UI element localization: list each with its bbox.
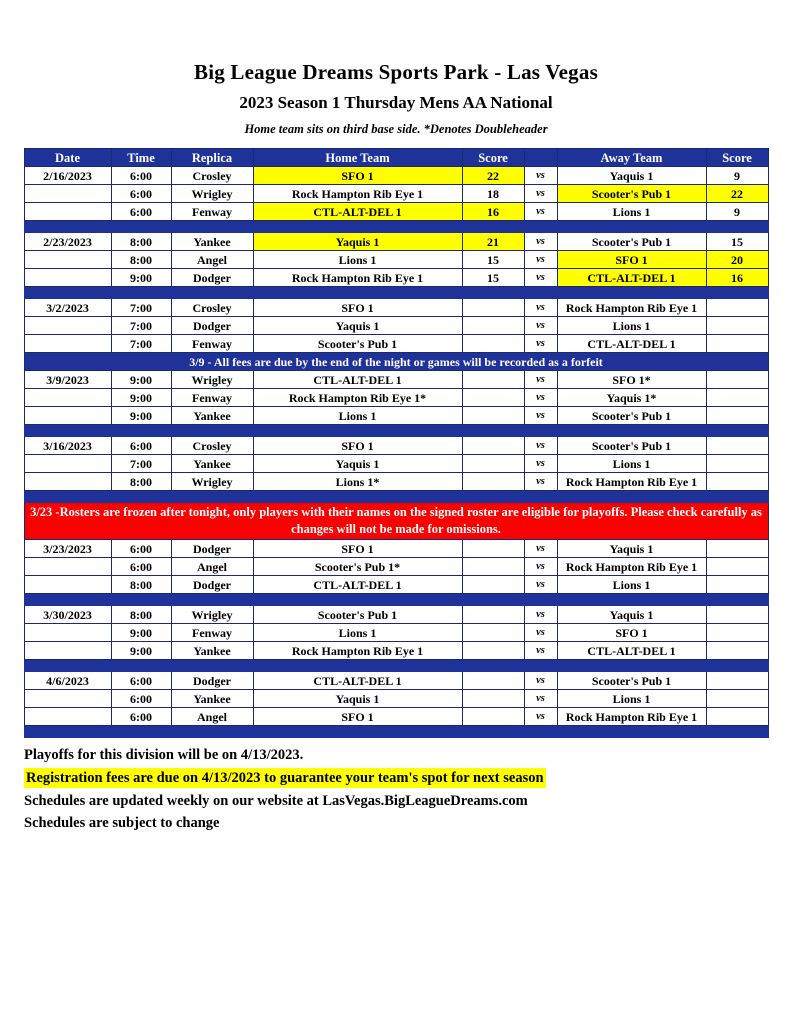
cell-home-team: Rock Hampton Rib Eye 1 — [253, 269, 462, 287]
cell-date — [24, 642, 111, 660]
table-spacer-row — [24, 594, 768, 606]
cell-date — [24, 624, 111, 642]
table-row — [24, 233, 768, 251]
cell-away-team: SFO 1* — [557, 371, 706, 389]
table-row — [24, 672, 768, 690]
cell-date — [24, 407, 111, 425]
cell-away-score — [706, 437, 768, 455]
cell-home-score — [462, 455, 524, 473]
cell-away-team: SFO 1 — [557, 251, 706, 269]
cell-vs: vs — [524, 371, 557, 389]
cell-away-team: Scooter's Pub 1 — [557, 437, 706, 455]
cell-vs: vs — [524, 389, 557, 407]
table-row — [24, 708, 768, 726]
cell-away-team: Lions 1 — [557, 690, 706, 708]
cell-home-team: Rock Hampton Rib Eye 1 — [253, 185, 462, 203]
cell-date — [24, 251, 111, 269]
cell-vs: vs — [524, 576, 557, 594]
column-header-date: Date — [24, 149, 111, 167]
cell-time: 8:00 — [111, 576, 171, 594]
cell-home-team: SFO 1 — [253, 299, 462, 317]
cell-time: 8:00 — [111, 233, 171, 251]
table-row — [24, 335, 768, 353]
spacer-cell — [24, 594, 768, 606]
cell-vs: vs — [524, 335, 557, 353]
cell-away-score — [706, 335, 768, 353]
schedule-table — [24, 148, 769, 738]
table-row — [24, 185, 768, 203]
cell-away-team: Scooter's Pub 1 — [557, 233, 706, 251]
cell-home-score: 16 — [462, 203, 524, 221]
cell-home-score — [462, 624, 524, 642]
cell-time: 6:00 — [111, 708, 171, 726]
footer-playoffs: Playoffs for this division will be on 4/13/2023. — [24, 747, 304, 763]
table-row — [24, 576, 768, 594]
cell-away-team: Yaquis 1* — [557, 389, 706, 407]
cell-away-team: Lions 1 — [557, 576, 706, 594]
cell-replica: Fenway — [171, 389, 253, 407]
cell-vs: vs — [524, 690, 557, 708]
cell-home-score — [462, 317, 524, 335]
cell-vs: vs — [524, 606, 557, 624]
cell-away-score — [706, 455, 768, 473]
cell-away-team: CTL-ALT-DEL 1 — [557, 335, 706, 353]
cell-replica: Dodger — [171, 576, 253, 594]
cell-date — [24, 576, 111, 594]
cell-home-team: CTL-ALT-DEL 1 — [253, 576, 462, 594]
cell-replica: Yankee — [171, 407, 253, 425]
cell-time: 7:00 — [111, 299, 171, 317]
table-spacer-row — [24, 660, 768, 672]
cell-replica: Wrigley — [171, 185, 253, 203]
table-row — [24, 251, 768, 269]
cell-away-score: 9 — [706, 203, 768, 221]
cell-time: 8:00 — [111, 251, 171, 269]
cell-time: 9:00 — [111, 389, 171, 407]
cell-home-score: 22 — [462, 167, 524, 185]
cell-vs: vs — [524, 642, 557, 660]
cell-home-team: CTL-ALT-DEL 1 — [253, 203, 462, 221]
cell-away-score: 9 — [706, 167, 768, 185]
cell-away-team: Yaquis 1 — [557, 167, 706, 185]
table-row — [24, 407, 768, 425]
cell-time: 9:00 — [111, 371, 171, 389]
cell-time: 7:00 — [111, 317, 171, 335]
cell-home-score — [462, 672, 524, 690]
cell-vs: vs — [524, 624, 557, 642]
page-subtitle: 2023 Season 1 Thursday Mens AA National — [239, 93, 553, 112]
footer-registration: Registration fees are due on 4/13/2023 to guarantee your team's spot for next season — [26, 770, 544, 786]
cell-time: 6:00 — [111, 672, 171, 690]
cell-replica: Angel — [171, 708, 253, 726]
cell-replica: Dodger — [171, 317, 253, 335]
cell-away-team: Rock Hampton Rib Eye 1 — [557, 299, 706, 317]
cell-time: 9:00 — [111, 642, 171, 660]
cell-home-team: Rock Hampton Rib Eye 1 — [253, 642, 462, 660]
cell-home-team: SFO 1 — [253, 437, 462, 455]
cell-away-score: 15 — [706, 233, 768, 251]
cell-date — [24, 185, 111, 203]
page-title: Big League Dreams Sports Park - Las Vegas — [194, 60, 598, 84]
cell-time: 6:00 — [111, 167, 171, 185]
cell-home-team: CTL-ALT-DEL 1 — [253, 672, 462, 690]
table-body — [24, 167, 768, 738]
cell-replica: Crosley — [171, 167, 253, 185]
cell-vs: vs — [524, 455, 557, 473]
spacer-cell — [24, 726, 768, 738]
cell-vs: vs — [524, 407, 557, 425]
cell-time: 8:00 — [111, 473, 171, 491]
cell-away-team: Lions 1 — [557, 203, 706, 221]
cell-home-team: Yaquis 1 — [253, 690, 462, 708]
table-row — [24, 269, 768, 287]
cell-vs: vs — [524, 233, 557, 251]
cell-away-score — [706, 606, 768, 624]
cell-home-score — [462, 407, 524, 425]
table-row — [24, 624, 768, 642]
cell-vs: vs — [524, 203, 557, 221]
cell-away-score — [706, 473, 768, 491]
cell-away-score — [706, 576, 768, 594]
cell-date — [24, 203, 111, 221]
cell-vs: vs — [524, 167, 557, 185]
cell-vs: vs — [524, 558, 557, 576]
page-header — [0, 0, 792, 137]
table-row — [24, 455, 768, 473]
cell-home-score — [462, 437, 524, 455]
cell-home-score — [462, 473, 524, 491]
cell-replica: Angel — [171, 251, 253, 269]
footer-subject-to-change: Schedules are subject to change — [24, 815, 220, 831]
cell-away-score — [706, 690, 768, 708]
cell-time: 9:00 — [111, 269, 171, 287]
cell-home-score — [462, 606, 524, 624]
cell-away-score — [706, 558, 768, 576]
cell-time: 6:00 — [111, 540, 171, 558]
cell-replica: Crosley — [171, 299, 253, 317]
cell-home-team: CTL-ALT-DEL 1 — [253, 371, 462, 389]
cell-home-team: Lions 1* — [253, 473, 462, 491]
cell-time: 6:00 — [111, 203, 171, 221]
notice-row-rosters — [24, 503, 768, 540]
cell-away-team: Yaquis 1 — [557, 540, 706, 558]
cell-vs: vs — [524, 437, 557, 455]
column-header-replica: Replica — [171, 149, 253, 167]
cell-replica: Yankee — [171, 690, 253, 708]
cell-home-score — [462, 540, 524, 558]
cell-away-score — [706, 672, 768, 690]
cell-date: 2/23/2023 — [24, 233, 111, 251]
cell-home-score — [462, 642, 524, 660]
cell-home-team: SFO 1 — [253, 540, 462, 558]
cell-home-score — [462, 335, 524, 353]
cell-replica: Yankee — [171, 642, 253, 660]
cell-away-score — [706, 299, 768, 317]
cell-replica: Yankee — [171, 455, 253, 473]
cell-date — [24, 335, 111, 353]
cell-replica: Wrigley — [171, 371, 253, 389]
cell-away-score — [706, 540, 768, 558]
cell-time: 9:00 — [111, 624, 171, 642]
table-row — [24, 558, 768, 576]
cell-home-score: 18 — [462, 185, 524, 203]
cell-replica: Wrigley — [171, 606, 253, 624]
cell-replica: Dodger — [171, 269, 253, 287]
cell-away-score — [706, 371, 768, 389]
table-row — [24, 317, 768, 335]
cell-away-score: 22 — [706, 185, 768, 203]
cell-home-score — [462, 690, 524, 708]
cell-replica: Fenway — [171, 335, 253, 353]
cell-home-team: Rock Hampton Rib Eye 1* — [253, 389, 462, 407]
cell-away-score — [706, 624, 768, 642]
cell-vs: vs — [524, 672, 557, 690]
cell-home-team: SFO 1 — [253, 167, 462, 185]
table-row — [24, 642, 768, 660]
table-row — [24, 540, 768, 558]
cell-home-team: Yaquis 1 — [253, 233, 462, 251]
cell-home-score: 15 — [462, 269, 524, 287]
cell-home-team: Scooter's Pub 1 — [253, 335, 462, 353]
table-spacer-row — [24, 221, 768, 233]
cell-date: 3/30/2023 — [24, 606, 111, 624]
table-row — [24, 299, 768, 317]
page-note: Home team sits on third base side. *Denotes Doubleheader — [244, 122, 548, 136]
notice-text: 3/9 - All fees are due by the end of the night or games will be recorded as a forfeit — [24, 353, 768, 371]
cell-away-team: CTL-ALT-DEL 1 — [557, 269, 706, 287]
cell-home-score — [462, 576, 524, 594]
cell-vs: vs — [524, 185, 557, 203]
cell-away-score — [706, 642, 768, 660]
column-header-time: Time — [111, 149, 171, 167]
footer-website: Schedules are updated weekly on our website at LasVegas.BigLeagueDreams.com — [24, 793, 528, 809]
cell-away-team: Scooter's Pub 1 — [557, 185, 706, 203]
cell-away-score — [706, 389, 768, 407]
cell-replica: Fenway — [171, 624, 253, 642]
cell-home-score — [462, 389, 524, 407]
cell-home-team: Lions 1 — [253, 624, 462, 642]
cell-date — [24, 690, 111, 708]
cell-away-team: SFO 1 — [557, 624, 706, 642]
table-row — [24, 473, 768, 491]
cell-home-team: SFO 1 — [253, 708, 462, 726]
cell-home-team: Yaquis 1 — [253, 317, 462, 335]
cell-replica: Fenway — [171, 203, 253, 221]
column-header-home-team: Home Team — [253, 149, 462, 167]
cell-time: 6:00 — [111, 185, 171, 203]
spacer-cell — [24, 287, 768, 299]
notice-text: 3/23 -Rosters are frozen after tonight, only players with their names on the signed roster are eligible for playoffs. Please check carefully as changes will not be made for omissions. — [24, 503, 768, 540]
cell-away-score — [706, 708, 768, 726]
cell-away-score: 20 — [706, 251, 768, 269]
cell-vs: vs — [524, 251, 557, 269]
cell-date: 3/2/2023 — [24, 299, 111, 317]
cell-date — [24, 317, 111, 335]
cell-away-team: CTL-ALT-DEL 1 — [557, 642, 706, 660]
cell-home-score — [462, 558, 524, 576]
cell-away-team: Lions 1 — [557, 317, 706, 335]
cell-home-score — [462, 371, 524, 389]
cell-vs: vs — [524, 317, 557, 335]
spacer-cell — [24, 491, 768, 503]
cell-vs: vs — [524, 299, 557, 317]
table-row — [24, 167, 768, 185]
table-row — [24, 389, 768, 407]
cell-time: 6:00 — [111, 558, 171, 576]
cell-home-score — [462, 299, 524, 317]
cell-vs: vs — [524, 540, 557, 558]
cell-away-team: Yaquis 1 — [557, 606, 706, 624]
column-header-vs — [524, 149, 557, 167]
cell-replica: Angel — [171, 558, 253, 576]
cell-date: 2/16/2023 — [24, 167, 111, 185]
cell-vs: vs — [524, 269, 557, 287]
cell-date — [24, 708, 111, 726]
table-spacer-row — [24, 425, 768, 437]
cell-date — [24, 455, 111, 473]
table-header-row — [24, 149, 768, 167]
cell-time: 6:00 — [111, 437, 171, 455]
cell-away-team: Rock Hampton Rib Eye 1 — [557, 708, 706, 726]
cell-date — [24, 389, 111, 407]
cell-time: 7:00 — [111, 335, 171, 353]
cell-home-score: 21 — [462, 233, 524, 251]
cell-away-score — [706, 317, 768, 335]
column-header-score-home: Score — [462, 149, 524, 167]
column-header-score-away: Score — [706, 149, 768, 167]
table-spacer-row — [24, 287, 768, 299]
cell-away-team: Rock Hampton Rib Eye 1 — [557, 558, 706, 576]
cell-date: 4/6/2023 — [24, 672, 111, 690]
table-row — [24, 606, 768, 624]
spacer-cell — [24, 221, 768, 233]
table-spacer-row — [24, 491, 768, 503]
cell-date: 3/9/2023 — [24, 371, 111, 389]
table-spacer-row — [24, 726, 768, 738]
notice-row-fees — [24, 353, 768, 371]
cell-away-team: Lions 1 — [557, 455, 706, 473]
cell-home-team: Scooter's Pub 1 — [253, 606, 462, 624]
cell-home-team: Scooter's Pub 1* — [253, 558, 462, 576]
cell-replica: Wrigley — [171, 473, 253, 491]
cell-time: 6:00 — [111, 690, 171, 708]
table-row — [24, 437, 768, 455]
cell-away-team: Rock Hampton Rib Eye 1 — [557, 473, 706, 491]
cell-home-team: Lions 1 — [253, 251, 462, 269]
cell-date — [24, 269, 111, 287]
cell-replica: Yankee — [171, 233, 253, 251]
spacer-cell — [24, 425, 768, 437]
table-row — [24, 203, 768, 221]
cell-date — [24, 473, 111, 491]
cell-replica: Dodger — [171, 672, 253, 690]
cell-vs: vs — [524, 473, 557, 491]
cell-vs: vs — [524, 708, 557, 726]
cell-time: 7:00 — [111, 455, 171, 473]
footer-notes — [24, 746, 768, 832]
table-row — [24, 371, 768, 389]
table-row — [24, 690, 768, 708]
cell-home-team: Lions 1 — [253, 407, 462, 425]
cell-away-score: 16 — [706, 269, 768, 287]
cell-away-score — [706, 407, 768, 425]
cell-date — [24, 558, 111, 576]
column-header-away-team: Away Team — [557, 149, 706, 167]
cell-time: 9:00 — [111, 407, 171, 425]
cell-away-team: Scooter's Pub 1 — [557, 672, 706, 690]
cell-replica: Dodger — [171, 540, 253, 558]
cell-away-team: Scooter's Pub 1 — [557, 407, 706, 425]
cell-date: 3/16/2023 — [24, 437, 111, 455]
cell-replica: Crosley — [171, 437, 253, 455]
cell-home-team: Yaquis 1 — [253, 455, 462, 473]
cell-time: 8:00 — [111, 606, 171, 624]
cell-home-score: 15 — [462, 251, 524, 269]
spacer-cell — [24, 660, 768, 672]
cell-date: 3/23/2023 — [24, 540, 111, 558]
cell-home-score — [462, 708, 524, 726]
